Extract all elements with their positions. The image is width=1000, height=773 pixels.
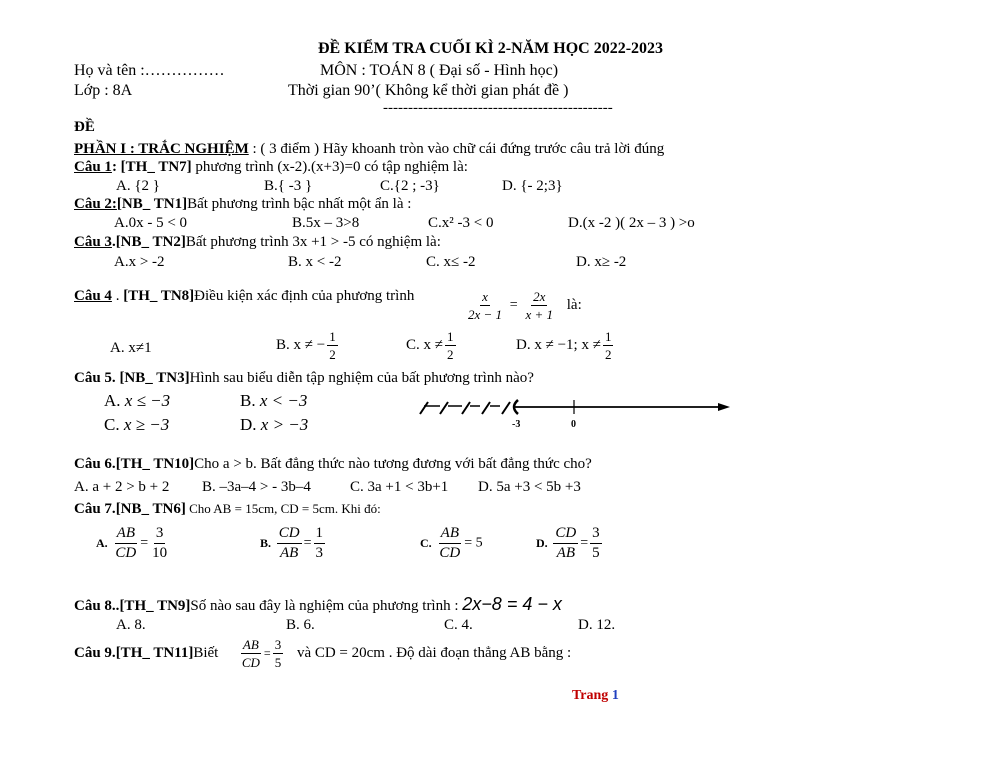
part1-title: PHẦN I : TRẮC NGHIỆM — [74, 141, 249, 157]
q4-tag: [TH_ TN8] — [123, 288, 195, 304]
q4-d-pre: D. x ≠ −1; x ≠ — [516, 337, 601, 353]
question-9: Câu 9.[TH_ TN11]Biết $\frac{AB}{CD}$ = $\frac{3}{5}$ và CD = 20cm . Độ dài đoạn thẳng AB bằng : — [74, 637, 572, 670]
q7-a-rden: 10 — [152, 545, 168, 561]
q2-option-d[interactable]: D.(x -2 )( 2x – 3 ) >o — [568, 215, 695, 231]
q8-tag: [TH_ TN9] — [119, 598, 191, 614]
q6-label: Câu 6. — [74, 456, 116, 472]
q7-b-label: B. — [260, 536, 272, 550]
q8-option-c[interactable]: C. 4. — [444, 617, 473, 633]
q4-eq-sign: = — [509, 297, 518, 313]
q4-b-pre: B. x ≠ − — [276, 337, 326, 353]
q1-label: Câu 1 — [74, 159, 112, 175]
q5-label-neg3: -3 — [512, 419, 521, 430]
q4-c-pre: C. x ≠ — [406, 337, 443, 353]
q3-tag: .[NB_ TN2] — [111, 234, 186, 250]
q5-tag: [NB_ TN3] — [115, 370, 190, 386]
q4-option-a[interactable]: A. x≠1 — [110, 340, 152, 356]
q7-label: Câu 7. — [74, 501, 116, 517]
question-2 — [74, 196, 411, 213]
q5-option-d[interactable] — [240, 415, 308, 435]
q5-d-label: D. — [240, 415, 261, 434]
q5-d-expr: x > −3 — [260, 415, 309, 434]
q4-tag-pre: . — [111, 288, 124, 304]
page-word: Trang — [572, 688, 609, 703]
q1-option-d[interactable]: D. {- 2;3} — [502, 178, 563, 194]
q7-c-val: = 5 — [464, 535, 483, 551]
q7-d-den: AB — [556, 545, 575, 561]
q7-option-d[interactable]: D. $\frac{CD}{AB}$ = $\frac{3}{5}$ — [536, 525, 600, 561]
q8-equation: 2x−8 = 4 − x — [462, 594, 562, 614]
q5-b-label: B. — [240, 391, 260, 410]
q9-label: Câu 9. — [74, 645, 116, 661]
q4-rhs-num: 2x — [533, 289, 546, 304]
question-7 — [74, 501, 381, 518]
q4-equation — [464, 290, 582, 321]
q8-text: Số nào sau đây là nghiệm của phương trình : — [190, 598, 463, 614]
q7-b-den: AB — [280, 545, 299, 561]
q7-option-b[interactable]: B. $\frac{CD}{AB}$ = $\frac{1}{3}$ — [260, 525, 324, 561]
q4-option-d[interactable] — [516, 330, 615, 361]
q6-option-d[interactable]: D. 5a +3 < 5b +3 — [478, 479, 581, 495]
q3-option-a[interactable]: A.x > -2 — [114, 254, 165, 270]
q6-text: Cho a > b. Bất đẳng thức nào tương đương với bất đẳng thức cho? — [194, 456, 592, 472]
q2-option-a[interactable]: A.0x - 5 < 0 — [114, 215, 188, 231]
q3-label: Câu 3 — [74, 234, 112, 250]
q2-option-c[interactable]: C.x² -3 < 0 — [428, 215, 494, 231]
q3-option-d[interactable]: D. x≥ -2 — [576, 254, 627, 270]
q5-b-expr: x < −3 — [259, 391, 308, 410]
q5-option-a[interactable] — [104, 391, 170, 411]
q9-rden: 5 — [274, 655, 282, 670]
q6-tag: [TH_ TN10] — [115, 456, 195, 472]
q5-option-b[interactable] — [240, 391, 307, 411]
q5-label-0: 0 — [571, 419, 576, 430]
q7-option-a[interactable]: A. $\frac{AB}{CD}$ = $\frac{3}{10}$ — [96, 525, 168, 561]
q1-option-a[interactable]: A. {2 } — [116, 178, 160, 194]
q9-tag: [TH_ TN11] — [115, 645, 194, 661]
q5-c-label: C. — [104, 415, 124, 434]
q8-option-a[interactable]: A. 8. — [116, 617, 146, 633]
q5-label: Câu 5. — [74, 370, 116, 386]
q1-option-b[interactable]: B.{ -3 } — [264, 178, 313, 194]
q4-option-b[interactable] — [276, 330, 340, 361]
question-8 — [74, 594, 562, 615]
q7-a-label: A. — [96, 536, 108, 550]
question-1 — [74, 159, 468, 176]
q3-text: Bất phương trình 3x +1 > -5 có nghiệm là: — [185, 234, 441, 250]
q9-text: Biết — [193, 645, 219, 661]
q7-c-den: CD — [439, 545, 461, 561]
q4-d-num: 1 — [604, 329, 612, 344]
q6-option-a[interactable]: A. a + 2 > b + 2 — [74, 479, 170, 495]
page-number: 1 — [611, 688, 619, 703]
subject-label: MÔN : TOÁN 8 ( Đại số - Hình học) — [320, 62, 559, 79]
q7-c-label: C. — [420, 536, 432, 550]
question-6 — [74, 456, 592, 473]
q4-d-den: 2 — [604, 347, 612, 362]
q7-d-rden: 5 — [592, 545, 600, 561]
question-5 — [74, 370, 534, 387]
part1-heading — [74, 141, 664, 158]
q7-text: Cho AB = 15cm, CD = 5cm. Khi đó: — [185, 501, 381, 516]
question-3 — [74, 234, 441, 251]
q9-after: và CD = 20cm . Độ dài đoạn thẳng AB bằng : — [296, 645, 572, 661]
q7-b-rden: 3 — [315, 545, 324, 561]
q2-label: Câu 2: — [74, 196, 117, 212]
page-footer — [572, 688, 619, 704]
q5-option-c[interactable] — [104, 415, 169, 435]
time-label: Thời gian 90’( Không kể thời gian phát đề ) — [288, 82, 569, 99]
q9-den: CD — [241, 655, 260, 670]
q8-option-d[interactable]: D. 12. — [578, 617, 616, 633]
part1-desc: : ( 3 điểm ) Hãy khoanh tròn vào chữ cái đứng trước câu trả lời đúng — [248, 141, 665, 157]
q7-c-num: AB — [439, 526, 461, 544]
q6-option-c[interactable]: C. 3a +1 < 3b+1 — [350, 479, 449, 495]
q5-a-label: A. — [104, 391, 125, 410]
q7-a-den: CD — [115, 545, 137, 561]
q9-num: AB — [242, 637, 259, 652]
q4-c-num: 1 — [447, 329, 454, 344]
q7-d-num: CD — [553, 526, 578, 544]
q4-lhs-num: x — [482, 289, 488, 304]
exam-title: ĐỀ KIỂM TRA CUỐI KÌ 2-NĂM HỌC 2022-2023 — [318, 40, 664, 57]
de-label: ĐỀ — [74, 119, 95, 135]
q1-text: phương trình (x-2).(x+3)=0 có tập nghiệm là: — [191, 159, 468, 175]
q4-rhs-den: x + 1 — [525, 307, 553, 322]
q7-d-label: D. — [536, 536, 548, 550]
q7-tag: [NB_ TN6] — [115, 501, 186, 517]
q4-text: Điều kiện xác định của phương trình — [194, 288, 415, 304]
q4-b-den: 2 — [329, 347, 336, 362]
q5-text: Hình sau biểu diễn tập nghiệm của bất phương trình nào? — [189, 370, 534, 386]
q7-b-num: CD — [277, 526, 302, 544]
q5-axis-arrow — [718, 403, 730, 411]
q2-text: Bất phương trình bậc nhất một ẩn là : — [187, 196, 412, 212]
header-separator: ---------------------------------------------- — [383, 100, 613, 116]
student-name-label: Họ và tên :…………… — [74, 62, 225, 79]
q5-a-expr: x ≤ −3 — [124, 391, 171, 410]
q1-option-c[interactable]: C.{2 ; -3} — [380, 178, 440, 194]
q4-b-num: 1 — [329, 329, 336, 344]
q5-c-expr: x ≥ −3 — [123, 415, 170, 434]
q8-label: Câu 8.. — [74, 598, 120, 614]
q7-a-num: AB — [115, 526, 137, 544]
q4-after: là: — [566, 297, 582, 313]
q4-lhs-den: 2x − 1 — [468, 307, 503, 322]
question-4 — [74, 288, 414, 305]
class-label: Lớp : 8A — [74, 82, 133, 99]
q1-tag: : [TH_ TN7] — [111, 159, 192, 175]
q7-b-rnum: 1 — [314, 526, 326, 544]
q7-a-rnum: 3 — [154, 526, 166, 544]
q6-option-b[interactable]: B. –3a–4 > - 3b–4 — [202, 479, 311, 495]
q2-tag: [NB_ TN1] — [116, 196, 188, 212]
q9-rnum: 3 — [274, 637, 282, 652]
q7-option-c[interactable] — [420, 526, 483, 561]
q5-hatch-marks — [420, 402, 510, 414]
q3-option-c[interactable]: C. x≤ -2 — [426, 254, 476, 270]
q2-option-b[interactable]: B.5x – 3>8 — [292, 215, 360, 231]
q8-option-b[interactable]: B. 6. — [286, 617, 315, 633]
q4-option-c[interactable] — [406, 330, 458, 361]
q4-c-den: 2 — [447, 347, 454, 362]
q7-d-rnum: 3 — [590, 526, 602, 544]
q5-number-line — [418, 394, 738, 434]
q4-label: Câu 4 — [74, 288, 112, 304]
q3-option-b[interactable]: B. x < -2 — [288, 254, 342, 270]
